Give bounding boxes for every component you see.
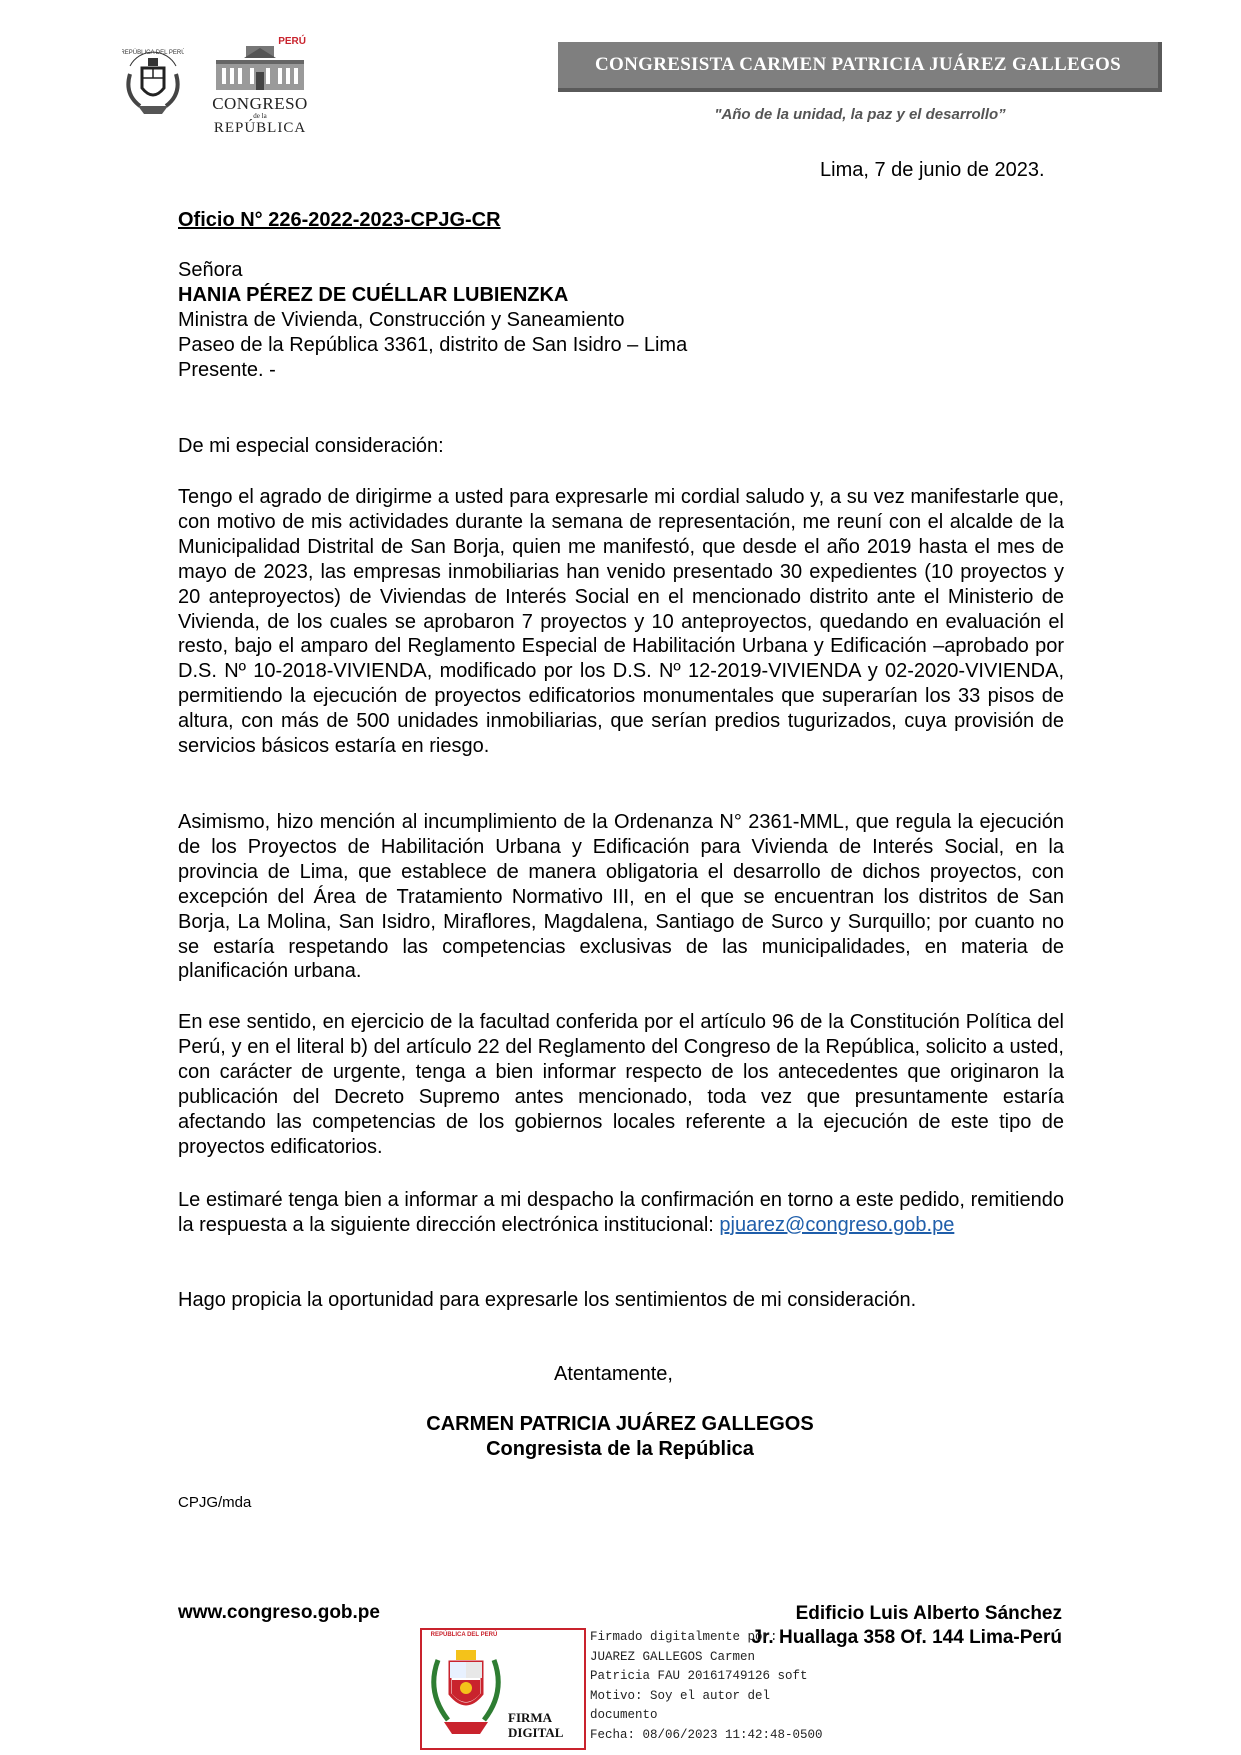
digital-signature-badge [420,1628,586,1750]
signer-name: CARMEN PATRICIA JUÁREZ GALLEGOS [426,1413,814,1435]
signature-block [380,1412,860,1462]
paragraph-4-text: Le estimaré tenga bien a informar a mi despacho la confirmación en torno a este pedido, remitiendo la respuesta a la siguiente dirección electrónica institucional: [178,1189,1064,1236]
peru-shield-icon [426,1642,506,1742]
addressee-title: Señora [178,259,243,281]
congress-building-icon [214,44,306,92]
reference-initials: CPJG/mda [178,1494,252,1511]
paragraph-3: En ese sentido, en ejercicio de la facultad conferida por el artículo 96 de la Constitución Política del Perú, y en el literal b) del artículo 22 del Reglamento del Congreso de la República, solicito a usted, con carácter de urgente, tenga a bien informar respecto de los antecedentes que originaron la publicación del Decreto Supremo antes mencionado, toda vez que presuntamente estaría afectando las competencias de los gobiernos locales referente a la ejecución de este tipo de proyectos edificatorios. [178,1011,1064,1158]
signature-detail-line: documento [590,1708,658,1722]
salutation: De mi especial consideración: [178,435,444,457]
header-banner: CONGRESISTA CARMEN PATRICIA JUÁREZ GALLEGOS [558,42,1162,92]
paragraph-1: Tengo el agrado de dirigirme a usted para expresarle mi cordial saludo y, a su vez manifestarle que, con motivo de mis actividades durante la semana de representación, me reuní con el alcalde de la Municipalidad Distrital de San Borja, quien me manifestó, que desde el año 2019 hasta el mes de mayo de 2023, las empresas inmobiliarias han venido presentado 30 expedientes (10 proyectos y 20 anteproyectos) de Viviendas de Interés Social en el mencionado distrito ante el Ministerio de Vivienda, de los cuales se aprobaron 7 proyectos y 10 anteproyectos, quedando en evaluación el resto, bajo el amparo del Reglamento Especial de Habilitación Urbana y Edificación –aprobado por D.S. Nº 10-2018-VIVIENDA, modificado por los D.S. Nº 12-2019-VIVIENDA y 02-2020-VIVIENDA, permitiendo la ejecución de proyectos edificatorios monumentales que superarían los 33 pisos de altura, con más de 500 unidades inmobiliarias, que serían predios tugurizados, cuya provisión de servicios básicos estaría en riesgo. [178,486,1064,758]
paragraph-5: Hago propicia la oportunidad para expresarle los sentimientos de mi consideración. [178,1289,917,1311]
addressee-presente: Presente. - [178,359,276,381]
svg-text:REPÚBLICA DEL PERÚ: REPÚBLICA DEL PERÚ [122,50,184,56]
logo-peru-text: PERÚ [278,36,306,47]
letter-date: Lima, 7 de junio de 2023. [820,159,1045,181]
email-link[interactable]: pjuarez@congreso.gob.pe [719,1213,955,1236]
signature-detail-line: Patricia FAU 20161749126 soft [590,1669,808,1683]
addressee-position: Ministra de Vivienda, Construcción y Saneamiento [178,309,625,331]
paragraph-4 [178,1188,1064,1238]
logo-congreso-text: CONGRESO [212,94,308,113]
signature-detail-line: JUAREZ GALLEGOS Carmen [590,1649,756,1664]
signature-detail-line: Fecha: 08/06/2023 11:42:48-0500 [590,1727,823,1742]
addressee-block [178,258,687,383]
addressee-name: HANIA PÉREZ DE CUÉLLAR LUBIENZKA [178,284,569,306]
footer-website[interactable]: www.congreso.gob.pe [178,1602,380,1623]
oficio-number: Oficio N° 226-2022-2023-CPJG-CR [178,209,501,231]
signature-detail-line: Motivo: Soy el autor del [590,1688,771,1703]
coat-of-arms-logo [122,44,184,124]
paragraph-2: Asimismo, hizo mención al incumplimiento de la Ordenanza N° 2361-MML, que regula la ejecución de los Proyectos de Habilitación Urbana y Edificación para Vivienda de Interés Social, en la provincia de Lima, que establece de manera obligatoria el desarrollo de dichos proyectos, con excepción del Área de Tratamiento Normativo III, en el que se encuentran los distritos de San Borja, La Molina, San Isidro, Miraflores, Magdalena, Santiago de Surco y Surquillo; por cuanto no se estaría respetando las competencias exclusivas de las municipalidades, en materia de planificación urbana. [178,811,1064,983]
coat-of-arms-icon [122,44,184,124]
footer-street: Jr. Huallaga 358 Of. 144 Lima-Perú [751,1627,1062,1648]
congreso-logo [208,36,312,136]
signer-title: Congresista de la República [486,1438,754,1460]
addressee-address: Paseo de la República 3361, distrito de San Isidro – Lima [178,334,688,356]
firma-digital-label: FIRMA DIGITAL [508,1710,564,1740]
logo-republica-text: REPÚBLICA [213,120,307,136]
signature-detail-line: Firmado digitalmente por: [590,1630,778,1644]
badge-top-text: REPÚBLICA DEL PERÚ [430,1632,498,1638]
closing: Atentamente, [554,1363,673,1385]
logo-dela-text: de la [253,112,267,120]
footer-building: Edificio Luis Alberto Sánchez [795,1603,1062,1624]
digital-signature-details [590,1628,950,1745]
year-motto: "Año de la unidad, la paz y el desarrollo” [714,106,1006,123]
